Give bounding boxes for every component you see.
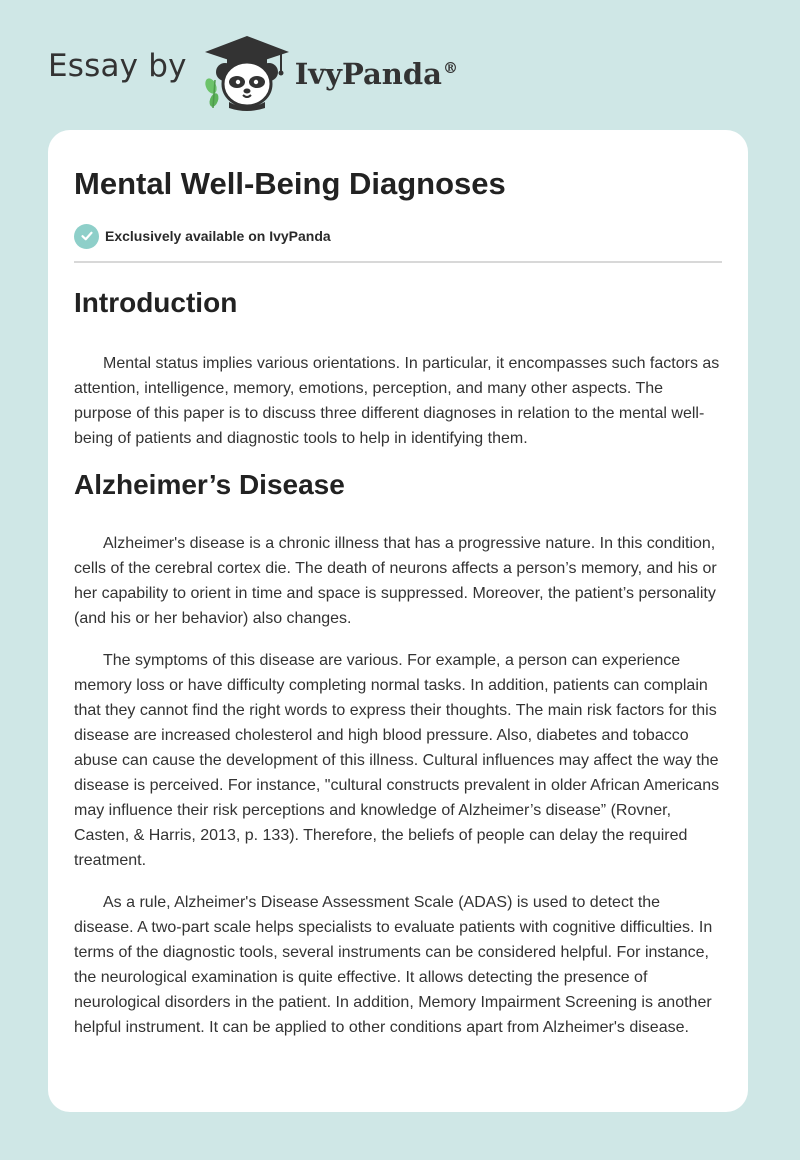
paragraph: The symptoms of this disease are various. For example, a person can experience memory loss or have difficulty completing normal tasks. In addition, patients can complain that they cannot find the right words to express their thoughts. The main risk factors for this disease are increased cholesterol and high blood pressure. Also, diabetes and tobacco abuse can cause the development of this illness. Cultural influences may affect the way the disease is perceived. For instance, "cultural constructs prevalent in older African Americans may influence their risk perceptions and knowledge of Alzheimer’s disease” (Rovner, Casten, & Harris, 2013, p. 133). Therefore, the beliefs of people can delay the required treatment. xyxy=(74,652,720,869)
page-title: Mental Well-Being Diagnoses xyxy=(74,166,506,201)
section-heading-alzheimers: Alzheimer’s Disease xyxy=(74,469,345,500)
site-header xyxy=(48,32,458,112)
essay-by-label: Essay by xyxy=(48,48,187,84)
brand-name[interactable] xyxy=(295,57,458,91)
registered-mark: ® xyxy=(442,59,458,78)
paragraph: As a rule, Alzheimer's Disease Assessment Scale (ADAS) is used to detect the disease. A two-part scale helps specialists to evaluate patients with cognitive difficulties. In terms of the diagnostic tools, several instruments can be considered helpful. For instance, the neurological examination is quite effective. It allows detecting the presence of neurological disorders in the patient. In addition, Memory Impairment Screening is another helpful instrument. It can be applied to other conditions apart from Alzheimer's disease. xyxy=(74,894,713,1036)
paragraph: Mental status implies various orientations. In particular, it encompasses such factors as attention, intelligence, memory, emotions, perception, and many other aspects. The purpose of this paper is to discuss three different diagnoses in relation to the mental well-being of patients and diagnostic tools to help in identifying them. xyxy=(74,355,720,447)
brand-name-text: IvyPanda xyxy=(294,57,442,91)
divider xyxy=(74,261,722,263)
exclusive-label: Exclusively available on IvyPanda xyxy=(105,228,331,244)
exclusive-badge xyxy=(74,222,722,250)
paragraph: Alzheimer's disease is a chronic illness that has a progressive nature. In this condition, cells of the cerebral cortex die. The death of neurons affects a person’s memory, and his or her capability to orient in time and space is suppressed. Moreover, the patient’s personality (and his or her behavior) also changes. xyxy=(74,535,717,627)
essay-card xyxy=(48,130,748,1112)
section-heading-introduction: Introduction xyxy=(74,287,238,318)
panda-graduate-logo-icon[interactable] xyxy=(201,32,293,112)
check-circle-icon xyxy=(74,224,99,249)
